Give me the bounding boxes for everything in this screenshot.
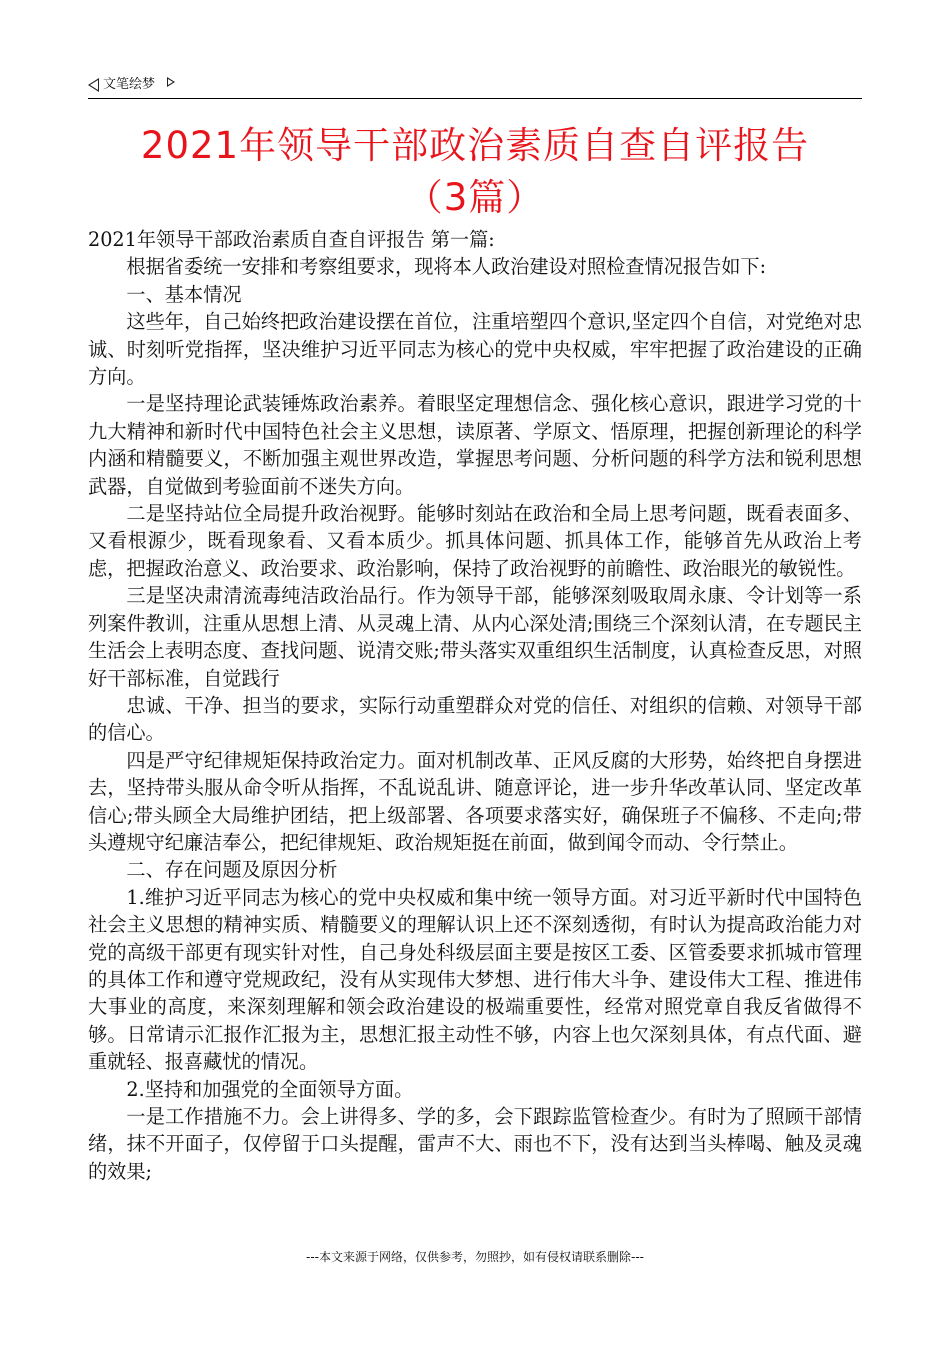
header-label: 文笔绘梦 <box>103 77 156 92</box>
paragraph: 四是严守纪律规矩保持政治定力。面对机制改革、正风反腐的大形势，始终把自身摆进去，坚持带头服从命令听从指挥，不乱说乱讲、随意评论，进一步升华改革认同、坚定改革信心;带头顾全大局维护团结，把上级部署、各项要求落实好，确保班子不偏移、不走向;带头遵规守纪廉洁奉公，把纪律规矩、政治规矩挺在前面，做到闻令而动、令行禁止。 <box>88 748 862 854</box>
paragraph: 这些年，自己始终把政治建设摆在首位，注重培塑四个意识,坚定四个自信，对党绝对忠诚、时刻听党指挥，坚决维护习近平同志为核心的党中央权威，牢牢把握了政治建设的正确方向。 <box>88 310 862 389</box>
paragraph: 忠诚、干净、担当的要求，实际行动重塑群众对党的信任、对组织的信赖、对领导干部的信心。 <box>88 693 862 745</box>
footer-disclaimer: ---本文来源于网络，仅供参考，勿照抄，如有侵权请联系删除--- <box>306 1250 644 1264</box>
document-body <box>88 226 862 1185</box>
paragraph: 一、基本情况 <box>126 282 242 306</box>
paragraph: 三是坚决肃清流毒纯洁政治品行。作为领导干部，能够深刻吸取周永康、令计划等一系列案件教训，注重从思想上清、从灵魂上清、从内心深处清;围绕三个深刻认清，在专题民主生活会上表明态度、查找问题、说清交账;带头落实双重组织生活制度，认真检查反思，对照好干部标准，自觉践行 <box>88 584 862 690</box>
paragraph: 根据省委统一安排和考察组要求，现将本人政治建设对照检查情况报告如下: <box>126 255 767 279</box>
document-title-line-2: （3篇） <box>405 176 545 219</box>
paragraph: 2021年领导干部政治素质自查自评报告 第一篇: <box>88 228 495 251</box>
paragraph: 二、存在问题及原因分析 <box>126 858 338 882</box>
page-header <box>88 72 862 99</box>
paragraph: 一是坚持理论武装锤炼政治素养。着眼坚定理想信念、强化核心意识，跟进学习党的十九大精神和新时代中国特色社会主义思想，读原著、学原文、悟原理，把握创新理论的科学内涵和精髓要义，不断加强主观世界改造，掌握思考问题、分析问题的科学方法和锐利思想武器，自觉做到考验面前不迷失方向。 <box>88 392 862 498</box>
triangle-right-icon <box>167 77 175 87</box>
paragraph: 1.维护习近平同志为核心的党中央权威和集中统一领导方面。对习近平新时代中国特色社会主义思想的精神实质、精髓要义的理解认识上还不深刻透彻，有时认为提高政治能力对党的高级干部更有现实针对性，自己身处科级层面主要是按区工委、区管委要求抓城市管理的具体工作和遵守党规政纪，没有从实现伟大梦想、进行伟大斗争、建设伟大工程、推进伟大事业的高度，来深刻理解和领会政治建设的极端重要性，经常对照党章自我反省做得不够。日常请示汇报作汇报为主，思想汇报主动性不够，内容上也欠深刻具体，有点代面、避重就轻、报喜藏忧的情况。 <box>88 885 862 1074</box>
paragraph: 一是工作措施不力。会上讲得多、学的多，会下跟踪监管检查少。有时为了照顾干部情绪，抹不开面子，仅停留于口头提醒，雷声不大、雨也不下，没有达到当头棒喝、触及灵魂的效果; <box>88 1105 862 1183</box>
paragraph: 2.坚持和加强党的全面领导方面。 <box>126 1077 414 1101</box>
document-title-line-1: 2021年领导干部政治素质自查自评报告 <box>140 124 810 167</box>
triangle-left-icon <box>88 78 99 92</box>
paragraph: 二是坚持站位全局提升政治视野。能够时刻站在政治和全局上思考问题，既看表面多、又看根源少，既看现象看、又看本质少。抓具体问题、抓具体工作，能够首先从政治上考虑，把握政治意义、政治要求、政治影响，保持了政治视野的前瞻性、政治眼光的敏锐性。 <box>88 502 862 580</box>
